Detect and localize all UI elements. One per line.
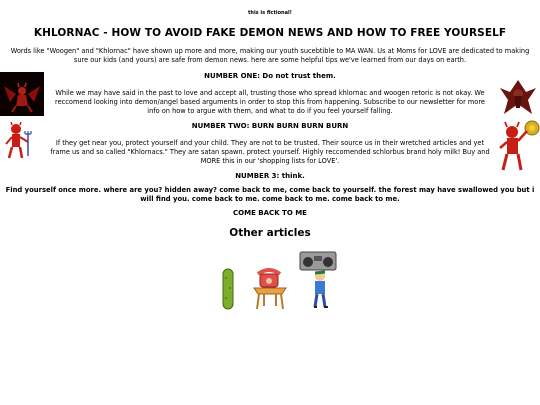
- come-back-link[interactable]: COME BACK TO ME: [233, 209, 307, 217]
- fiction-notice: this is fictional!: [248, 10, 292, 16]
- boombox-kid-article-thumbnail[interactable]: [298, 250, 338, 310]
- other-articles-heading: Other articles: [229, 227, 311, 239]
- section-heading-three: NUMBER 3: think.: [235, 172, 305, 180]
- section-heading-one: NUMBER ONE: Do not trust them.: [204, 72, 336, 80]
- section-body-three: Find yourself once more. where are you? hidden away? come back to me, come back to yourself. the forest may have swallowed you but i will find you. come back to me. come back to me. come back to me.: [5, 186, 535, 203]
- section-body-two: If they get near you, protect yourself and your child. They are not to be trusted. Their source us in their wretched articles and yet frame us and so called "Khlornacs." They are satan spawn. protect yourself. Highly reccomended schlorbus brand holy milk! Buy and MORE this in our 'shopping lists for LOVE'.: [50, 139, 490, 165]
- pickle-article-thumbnail[interactable]: [222, 268, 234, 310]
- intro-text: Words like "Woogen" and "Khlornac" have shown up more and more, making our youth sucebtible to MA WAN. Us at Moms for LOVE are dedicated to making sure our kids (and yours) are safe from demon news. here are some helpful tips we've learned from our days on earth.: [10, 47, 530, 64]
- phone-desk-article-thumbnail[interactable]: [250, 266, 290, 310]
- dark-demon-image: [496, 74, 540, 118]
- page-title: KHLORNAC - HOW TO AVOID FAKE DEMON NEWS AND HOW TO FREE YOURSELF: [33, 27, 507, 39]
- section-body-one: While we may have said in the past to love and accept all, trusting those who spread khlornac and woogen retoric is not okay. We reccomend looking into demon/angel based arguments in order to stop this from happening. Subscribe to our newsletter for more info on how to argue with them, and what to do if you feel yourself falling.: [55, 89, 485, 115]
- section-heading-two: NUMBER TWO: BURN BURN BURN BURN: [191, 122, 349, 130]
